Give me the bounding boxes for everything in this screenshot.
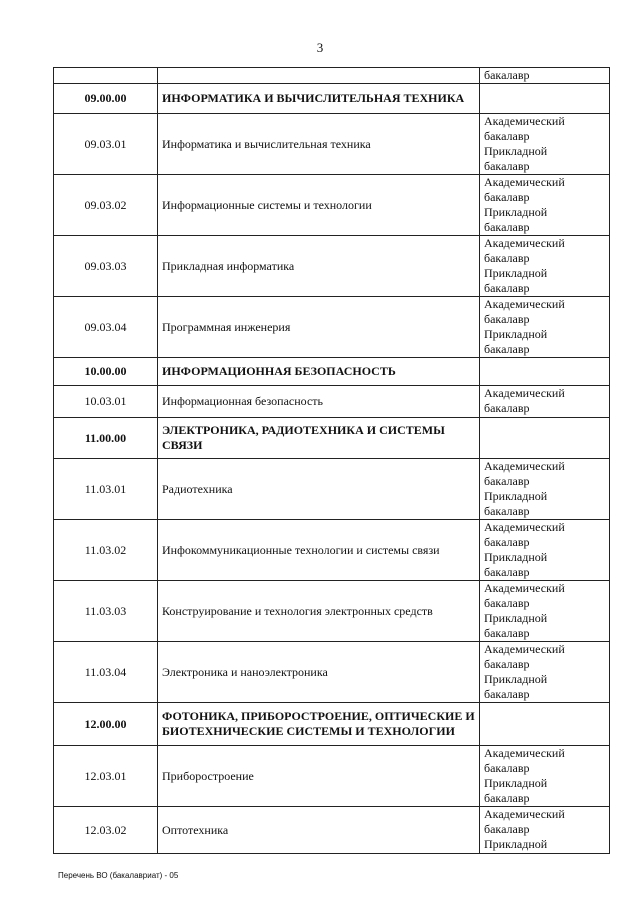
qualification-cell: [480, 703, 610, 746]
qualification-line: бакалавр: [484, 504, 530, 518]
table-row: [54, 746, 610, 807]
table-row: [54, 386, 610, 418]
table-row: [54, 520, 610, 581]
qualification-cell: [480, 84, 610, 114]
name-cell: ФОТОНИКА, ПРИБОРОСТРОЕНИЕ, ОПТИЧЕСКИЕ И БИОТЕХНИЧЕСКИЕ СИСТЕМЫ И ТЕХНОЛОГИИ: [158, 703, 480, 746]
page-number: 3: [316, 40, 324, 55]
qualification-line: бакалавр: [484, 822, 530, 836]
qualification-line: Прикладной: [484, 266, 548, 280]
name-cell: Конструирование и технология электронных средств: [158, 581, 480, 642]
table-body: [54, 68, 610, 854]
code-cell: 09.03.03: [54, 236, 158, 297]
code-cell: 11.03.03: [54, 581, 158, 642]
qualification-cell: [480, 386, 610, 418]
name-cell: ИНФОРМАЦИОННАЯ БЕЗОПАСНОСТЬ: [158, 358, 480, 386]
name-cell: Программная инженерия: [158, 297, 480, 358]
qualification-cell: [480, 236, 610, 297]
qualification-line: бакалавр: [484, 129, 530, 143]
code-cell: 09.00.00: [54, 84, 158, 114]
qualification-line: бакалавр: [484, 281, 530, 295]
qualification-line: Академический: [484, 236, 565, 250]
qualification-cell: [480, 746, 610, 807]
code-cell: [54, 68, 158, 84]
name-cell: Оптотехника: [158, 807, 480, 854]
qualification-cell: [480, 807, 610, 854]
qualification-cell: [480, 68, 610, 84]
qualification-line: бакалавр: [484, 657, 530, 671]
specialties-table: [53, 67, 610, 854]
name-cell: Прикладная информатика: [158, 236, 480, 297]
qualification-line: Академический: [484, 807, 565, 821]
qualification-line: бакалавр: [484, 220, 530, 234]
qualification-line: бакалавр: [484, 761, 530, 775]
qualification-line: Академический: [484, 520, 565, 534]
table-row: [54, 459, 610, 520]
code-cell: 10.03.01: [54, 386, 158, 418]
code-cell: 11.00.00: [54, 418, 158, 459]
qualification-line: Прикладной: [484, 611, 548, 625]
qualification-line: Академический: [484, 581, 565, 595]
name-cell: Инфокоммуникационные технологии и системы связи: [158, 520, 480, 581]
table-row: [54, 175, 610, 236]
group-row: [54, 358, 610, 386]
qualification-line: Прикладной: [484, 776, 548, 790]
group-row: [54, 418, 610, 459]
qualification-cell: [480, 581, 610, 642]
qualification-line: Прикладной: [484, 550, 548, 564]
qualification-line: Академический: [484, 642, 565, 656]
code-cell: 11.03.02: [54, 520, 158, 581]
qualification-line: бакалавр: [484, 535, 530, 549]
qualification-cell: [480, 520, 610, 581]
qualification-line: Академический: [484, 175, 565, 189]
qualification-cell: [480, 642, 610, 703]
table-row: [54, 642, 610, 703]
qualification-line: бакалавр: [484, 687, 530, 701]
qualification-line: Прикладной: [484, 837, 548, 851]
qualification-line: Прикладной: [484, 327, 548, 341]
footer-note: Перечень ВО (бакалавриат) - 05: [58, 871, 179, 880]
code-cell: 12.00.00: [54, 703, 158, 746]
qualification-line: бакалавр: [484, 190, 530, 204]
qualification-line: Прикладной: [484, 489, 548, 503]
qualification-line: бакалавр: [484, 626, 530, 640]
qualification-line: бакалавр: [484, 596, 530, 610]
name-cell: ИНФОРМАТИКА И ВЫЧИСЛИТЕЛЬНАЯ ТЕХНИКА: [158, 84, 480, 114]
table-row: [54, 114, 610, 175]
qualification-cell: [480, 358, 610, 386]
qualification-line: Академический: [484, 114, 565, 128]
group-row: [54, 703, 610, 746]
group-row: [54, 84, 610, 114]
qualification-line: Академический: [484, 459, 565, 473]
qualification-line: бакалавр: [484, 565, 530, 579]
code-cell: 09.03.04: [54, 297, 158, 358]
qualification-line: Академический: [484, 297, 565, 311]
table-row: [54, 68, 610, 84]
qualification-cell: [480, 114, 610, 175]
name-cell: Информатика и вычислительная техника: [158, 114, 480, 175]
name-cell: Электроника и наноэлектроника: [158, 642, 480, 703]
code-cell: 11.03.01: [54, 459, 158, 520]
qualification-line: бакалавр: [484, 312, 530, 326]
code-cell: 09.03.01: [54, 114, 158, 175]
qualification-line: Прикладной: [484, 205, 548, 219]
qualification-line: Прикладной: [484, 144, 548, 158]
code-cell: 12.03.01: [54, 746, 158, 807]
code-cell: 11.03.04: [54, 642, 158, 703]
table-row: [54, 581, 610, 642]
name-cell: Радиотехника: [158, 459, 480, 520]
table-row: [54, 807, 610, 854]
name-cell: Информационные системы и технологии: [158, 175, 480, 236]
qualification-line: бакалавр: [484, 474, 530, 488]
qualification-line: бакалавр: [484, 791, 530, 805]
table-row: [54, 236, 610, 297]
qualification-cell: [480, 297, 610, 358]
qualification-line: бакалавр: [484, 68, 530, 82]
name-cell: ЭЛЕКТРОНИКА, РАДИОТЕХНИКА И СИСТЕМЫ СВЯЗИ: [158, 418, 480, 459]
qualification-line: бакалавр: [484, 159, 530, 173]
qualification-line: бакалавр: [484, 251, 530, 265]
name-cell: [158, 68, 480, 84]
qualification-line: Академический: [484, 386, 565, 400]
name-cell: Информационная безопасность: [158, 386, 480, 418]
qualification-line: Прикладной: [484, 672, 548, 686]
qualification-cell: [480, 175, 610, 236]
qualification-line: Академический: [484, 746, 565, 760]
code-cell: 10.00.00: [54, 358, 158, 386]
qualification-cell: [480, 418, 610, 459]
name-cell: Приборостроение: [158, 746, 480, 807]
code-cell: 09.03.02: [54, 175, 158, 236]
qualification-line: бакалавр: [484, 342, 530, 356]
qualification-cell: [480, 459, 610, 520]
table-row: [54, 297, 610, 358]
qualification-line: бакалавр: [484, 401, 530, 415]
code-cell: 12.03.02: [54, 807, 158, 854]
